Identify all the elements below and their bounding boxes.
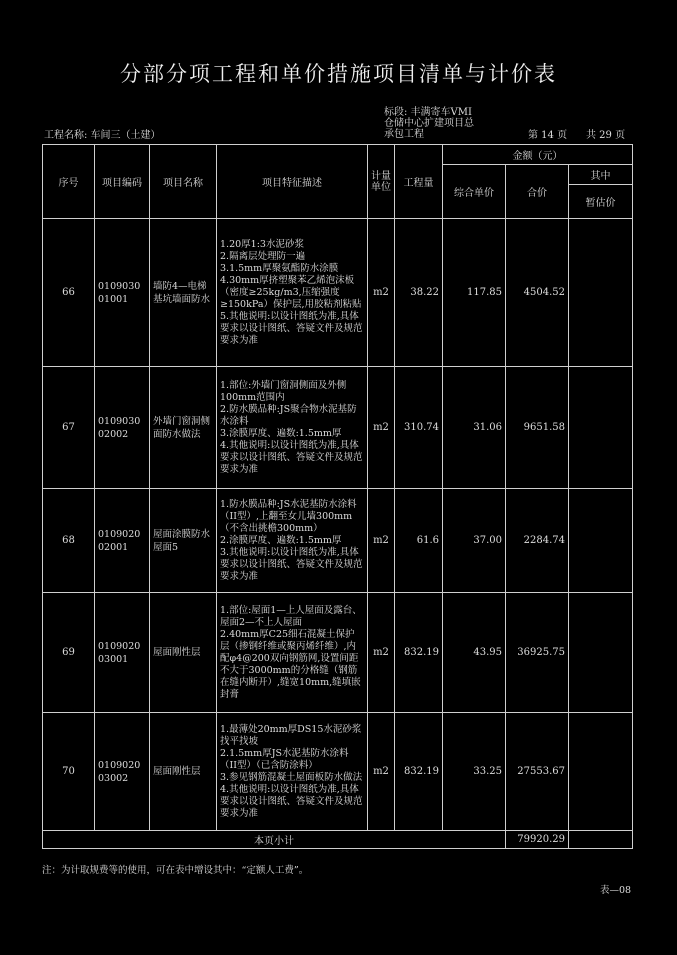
row-unit-price: 37.00 xyxy=(443,489,506,593)
row-quantity: 38.22 xyxy=(395,219,443,367)
row-code: 010902003001 xyxy=(95,593,150,713)
subtotal-label: 本页小计 xyxy=(43,831,506,849)
bid-section-line-3: 承包工程 xyxy=(384,129,424,140)
row-provisional xyxy=(569,489,633,593)
row-description: 1.防水膜品种:JS水泥基防水涂料（II型）,上翻至女儿墙300mm（不含出挑檐300mm） 2.涂膜厚度、遍数:1.5mm厚 3.其他说明:以设计图纸为准,具体要求以设计图纸、答疑文件及规范要求为准 xyxy=(217,489,368,593)
table-row xyxy=(43,713,633,831)
table-row xyxy=(43,219,633,367)
row-provisional xyxy=(569,219,633,367)
row-quantity: 832.19 xyxy=(395,593,443,713)
bill-table xyxy=(42,144,633,849)
table-row xyxy=(43,367,633,489)
row-seq: 69 xyxy=(43,593,95,713)
row-seq: 70 xyxy=(43,713,95,831)
col-header-of-which: 其中 xyxy=(569,165,633,185)
row-name: 屋面涂膜防水屋面5 xyxy=(150,489,217,593)
subtotal-provisional xyxy=(569,831,633,849)
row-total: 9651.58 xyxy=(506,367,569,489)
page-title: 分部分项工程和单价措施项目清单与计价表 xyxy=(120,62,557,86)
footnote: 注：为计取规费等的使用，可在表中增设其中：“定额人工费”。 xyxy=(42,865,309,876)
row-name: 墙防4—电梯基坑墙面防水 xyxy=(150,219,217,367)
row-unit: m2 xyxy=(368,713,395,831)
row-name: 屋面刚性层 xyxy=(150,593,217,713)
row-code: 010903002002 xyxy=(95,367,150,489)
row-unit: m2 xyxy=(368,367,395,489)
row-total: 27553.67 xyxy=(506,713,569,831)
col-header-provisional: 暂估价 xyxy=(569,185,633,219)
total-pages: 共 29 页 xyxy=(586,130,626,141)
col-header-unit-price: 综合单价 xyxy=(443,165,506,219)
col-header-name: 项目名称 xyxy=(150,145,217,219)
project-name: 工程名称: 车间三（土建） xyxy=(44,130,161,141)
table-row xyxy=(43,593,633,713)
row-seq: 66 xyxy=(43,219,95,367)
row-code: 010902003002 xyxy=(95,713,150,831)
subtotal-value: 79920.29 xyxy=(506,831,569,849)
table-row xyxy=(43,489,633,593)
row-unit-price: 117.85 xyxy=(443,219,506,367)
col-header-total: 合价 xyxy=(506,165,569,219)
row-unit-price: 43.95 xyxy=(443,593,506,713)
row-quantity: 61.6 xyxy=(395,489,443,593)
bid-section-line-2: 仓储中心扩建项目总 xyxy=(384,118,474,129)
row-description: 1.部位:外墙门窗洞侧面及外侧100mm范围内 2.防水膜品种:JS聚合物水泥基防水涂料 3.涂膜厚度、遍数:1.5mm厚 4.其他说明:以设计图纸为准,具体要求以设计图纸、答疑文件及规范要求为准 xyxy=(217,367,368,489)
col-header-qty: 工程量 xyxy=(395,145,443,219)
row-code: 010903001001 xyxy=(95,219,150,367)
row-seq: 67 xyxy=(43,367,95,489)
row-unit-price: 31.06 xyxy=(443,367,506,489)
col-header-unit: 计量单位 xyxy=(368,145,395,219)
row-code: 010902002001 xyxy=(95,489,150,593)
row-name: 外墙门窗洞侧面防水做法 xyxy=(150,367,217,489)
row-unit: m2 xyxy=(368,219,395,367)
row-quantity: 310.74 xyxy=(395,367,443,489)
row-total: 36925.75 xyxy=(506,593,569,713)
form-code: 表—08 xyxy=(600,885,632,896)
row-description: 1.部位:屋面1—上人屋面及露台、屋面2—不上人屋面 2.40mm厚C25细石混凝土保护层（掺钢纤维或聚丙烯纤维）,内配φ4@200双向钢筋网,设置间距不大于3000mm的分格缝（钢筋在缝内断开）,缝宽10mm,缝填嵌封膏 xyxy=(217,593,368,713)
row-description: 1.最薄处20mm厚DS15水泥砂浆找平找坡 2.1.5mm厚JS水泥基防水涂料（II型）（已含防涂料） 3.参见钢筋混凝土屋面板防水做法 4.其他说明:以设计图纸为准,具体要求以设计图纸、答疑文件及规范要求为准 xyxy=(217,713,368,831)
row-total: 4504.52 xyxy=(506,219,569,367)
row-description: 1.20厚1:3水泥砂浆 2.隔离层处理防一遍 3.1.5mm厚聚氨酯防水涂膜 4.30mm厚挤塑聚苯乙烯泡沫板（密度≥25kg/m3,压缩强度≥150kPa）保护层,用胶粘剂粘贴 5.其他说明:以设计图纸为准,具体要求以设计图纸、答疑文件及规范要求为准 xyxy=(217,219,368,367)
row-provisional xyxy=(569,713,633,831)
row-unit-price: 33.25 xyxy=(443,713,506,831)
col-header-seq: 序号 xyxy=(43,145,95,219)
bid-section-line-1: 标段: 丰满寄车VMI xyxy=(384,107,472,118)
row-total: 2284.74 xyxy=(506,489,569,593)
col-header-desc: 项目特征描述 xyxy=(217,145,368,219)
col-header-amount: 金额（元） xyxy=(443,145,633,165)
row-quantity: 832.19 xyxy=(395,713,443,831)
page-number: 第 14 页 xyxy=(528,130,568,141)
col-header-code: 项目编码 xyxy=(95,145,150,219)
row-seq: 68 xyxy=(43,489,95,593)
row-provisional xyxy=(569,593,633,713)
row-unit: m2 xyxy=(368,593,395,713)
row-name: 屋面刚性层 xyxy=(150,713,217,831)
row-provisional xyxy=(569,367,633,489)
row-unit: m2 xyxy=(368,489,395,593)
